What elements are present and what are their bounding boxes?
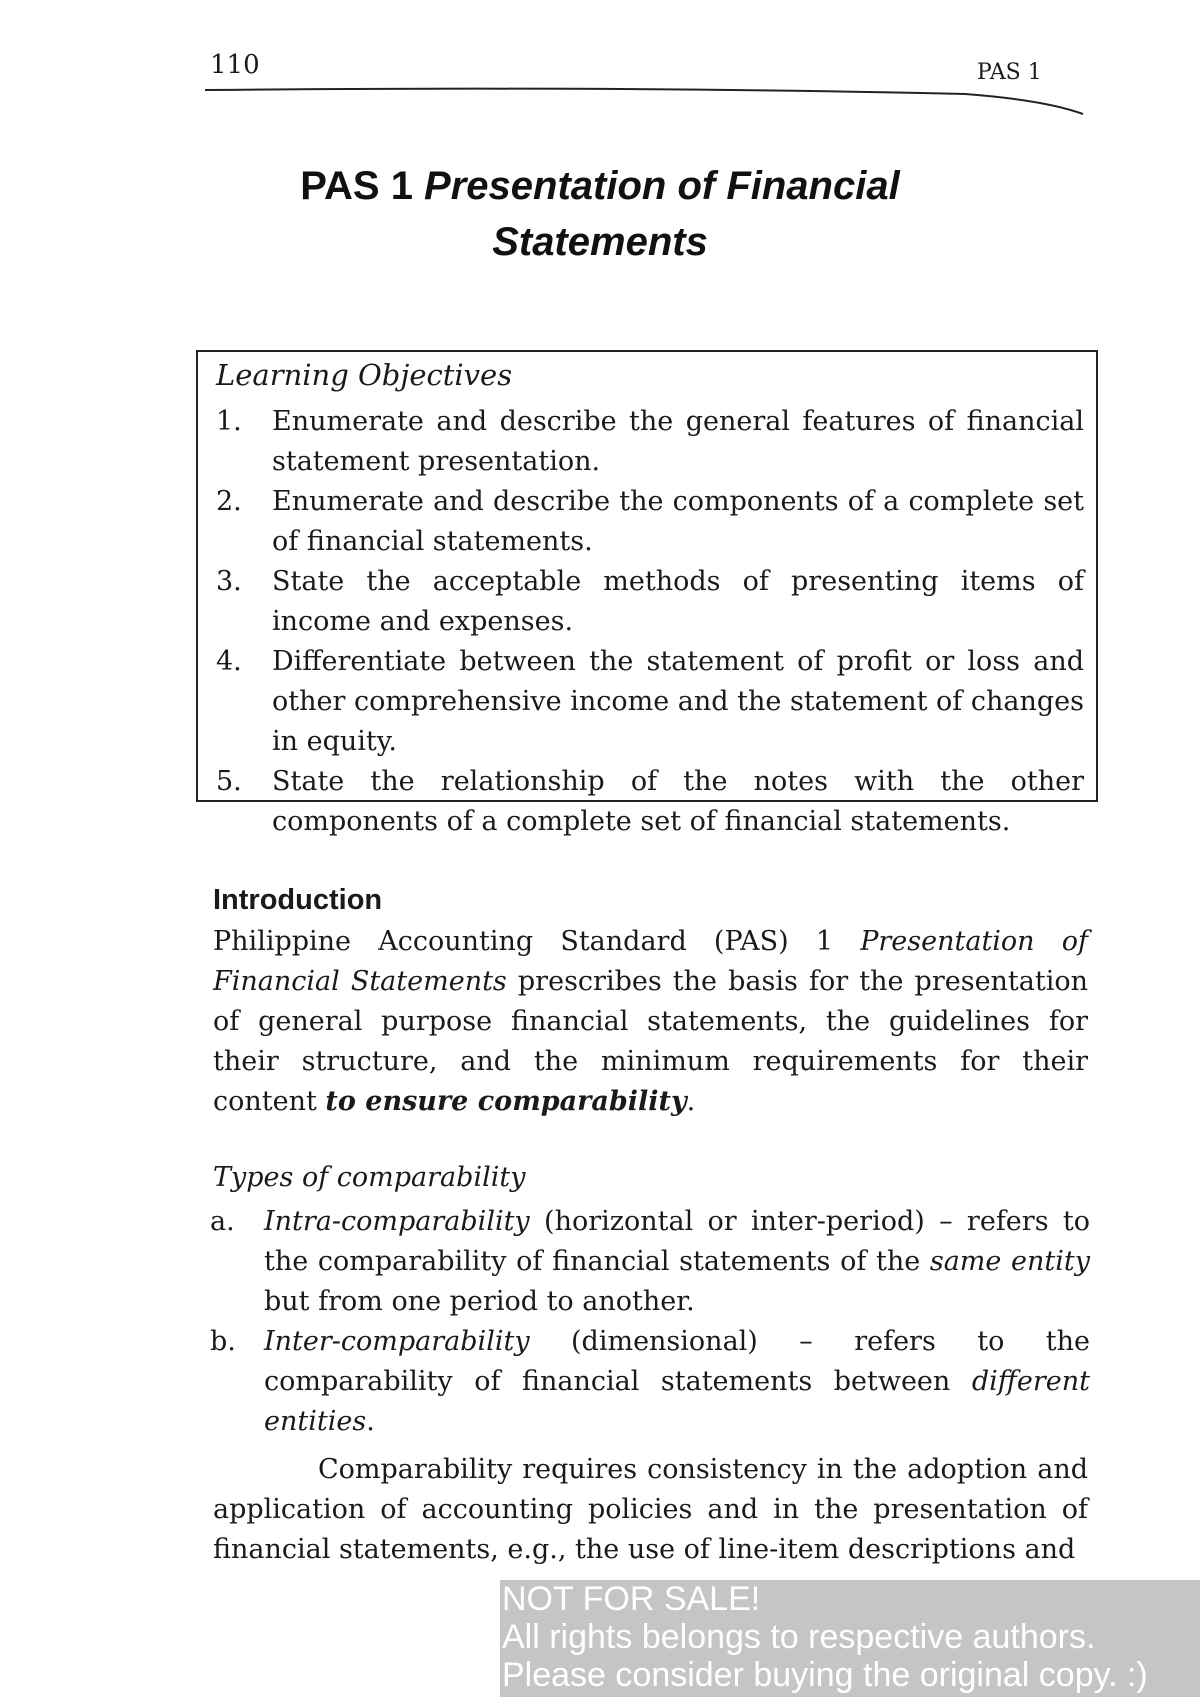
watermark-banner: [500, 1580, 1200, 1697]
objective-item: [216, 642, 1084, 762]
page-title: [200, 158, 1000, 270]
types-item: [210, 1322, 1090, 1442]
page-number: 110: [210, 50, 260, 80]
introduction-paragraph: [213, 922, 1088, 1122]
types-emphasis: different entities: [264, 1366, 1090, 1437]
objective-number: 1.: [216, 406, 242, 437]
intro-emphasis: to ensure comparability: [325, 1086, 687, 1117]
types-text-a: (dimensional) – refers to the comparability of financial statements between: [264, 1326, 1090, 1397]
types-list: [210, 1202, 1090, 1442]
types-item: [210, 1202, 1090, 1322]
types-emphasis: same entity: [929, 1246, 1090, 1277]
header-rule: [205, 84, 1085, 124]
types-heading: Types of comparability: [213, 1162, 526, 1193]
objective-number: 4.: [216, 646, 242, 677]
types-text-b: but from one period to another.: [264, 1286, 695, 1317]
objective-text: State the acceptable methods of presenting items of income and expenses.: [272, 566, 1084, 637]
objective-item: [216, 402, 1084, 482]
objective-number: 2.: [216, 486, 242, 517]
title-prefix: PAS 1: [300, 164, 425, 208]
types-term: Inter-comparability: [264, 1326, 530, 1357]
objective-number: 5.: [216, 766, 242, 797]
types-term: Intra-comparability: [264, 1206, 530, 1237]
watermark-line: All rights belongs to respective authors.: [502, 1618, 1096, 1656]
objective-number: 3.: [216, 566, 242, 597]
title-italic-line1: Presentation of Financial: [424, 164, 900, 208]
types-text-b: .: [366, 1406, 375, 1437]
intro-text-e: .: [686, 1086, 696, 1117]
objective-item: [216, 562, 1084, 642]
types-letter: b.: [210, 1326, 236, 1357]
objective-item: [216, 762, 1084, 842]
types-letter: a.: [210, 1206, 235, 1237]
watermark-line: NOT FOR SALE!: [502, 1580, 761, 1618]
objective-text: State the relationship of the notes with the other components of a complete set of financial statements.: [272, 766, 1084, 837]
watermark-line: Please consider buying the original copy. :): [502, 1656, 1148, 1694]
closing-paragraph: Comparability requires consistency in the adoption and application of accounting policies and in the presentation of financial statements, e.g., the use of line-item descriptions and: [213, 1454, 1088, 1565]
objective-text: Differentiate between the statement of profit or loss and other comprehensive income and the statement of changes in equity.: [272, 646, 1084, 757]
title-italic-line2: Statements: [492, 220, 708, 264]
types-text-a: (horizontal or inter-period) – refers to the comparability of financial statements of the: [264, 1206, 1090, 1277]
running-head: PAS 1: [977, 60, 1042, 85]
learning-objectives-box: [196, 350, 1098, 837]
objectives-list: [216, 402, 1084, 842]
objective-text: Enumerate and describe the general features of financial statement presentation.: [272, 406, 1084, 477]
objective-text: Enumerate and describe the components of a complete set of financial statements.: [272, 486, 1084, 557]
introduction-heading: Introduction: [213, 884, 383, 916]
objective-item: [216, 482, 1084, 562]
learning-objectives-heading: Learning Objectives: [216, 358, 513, 392]
intro-standard-title: Presentation of Financial Statements: [213, 926, 1089, 997]
intro-text-c: prescribes the basis for the presentation of general purpose financial statements, the guidelines for their structure, and the minimum requirements for their content: [213, 966, 1089, 1117]
intro-text-a: Philippine Accounting Standard (PAS) 1: [213, 926, 861, 957]
